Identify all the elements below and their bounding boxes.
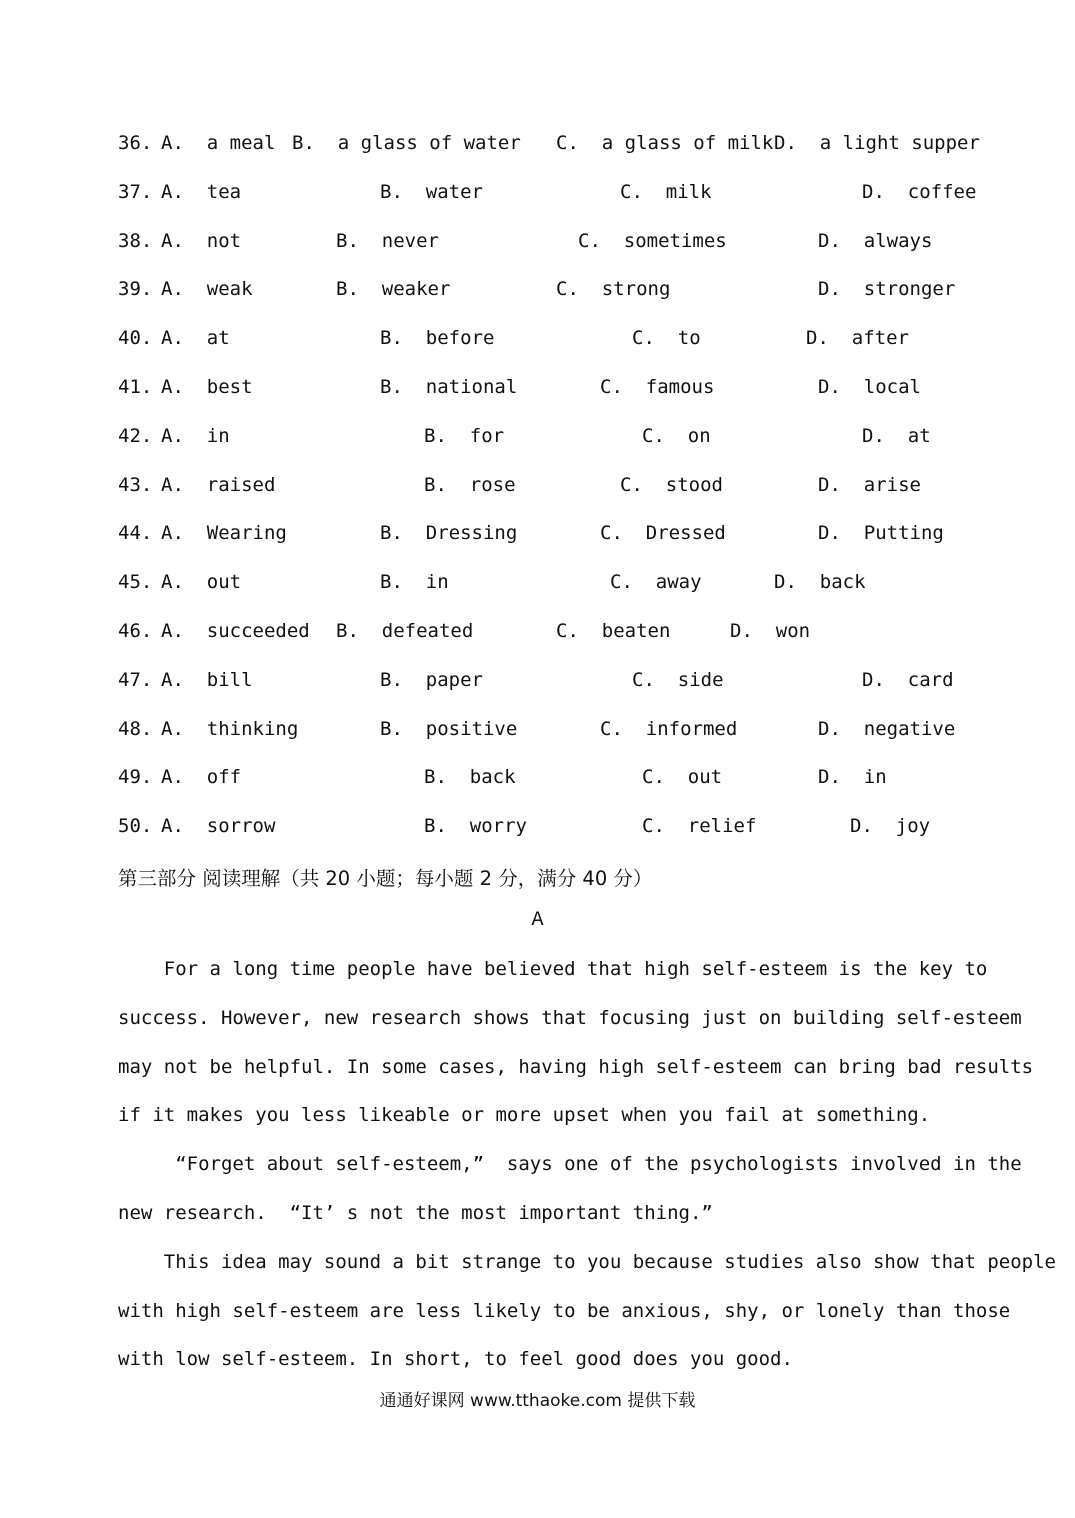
option-b: B. positive (380, 717, 518, 740)
option-d: D. in (818, 766, 887, 789)
option-c: C. beaten (556, 620, 671, 642)
question-row (0, 226, 1075, 256)
option-c: C. out (642, 766, 723, 789)
question-row (0, 128, 1075, 158)
question-row (0, 421, 1075, 451)
question-row (0, 470, 1075, 500)
question-number: 48. (118, 717, 153, 740)
option-d: D. joy (850, 815, 931, 838)
question-number: 41. (118, 376, 153, 398)
question-number: 43. (118, 473, 153, 496)
option-d: D. Putting (818, 522, 944, 545)
option-d: D. after (806, 327, 909, 350)
option-b: B. never (336, 229, 439, 252)
option-d: D. local (818, 376, 921, 398)
option-d: D. won (730, 620, 811, 642)
question-row (0, 518, 1075, 548)
option-d: D. card (862, 668, 954, 691)
question-row (0, 177, 1075, 207)
question-row (0, 811, 1075, 841)
option-b: B. for (424, 424, 505, 447)
option-c: C. Dressed (600, 522, 726, 545)
question-number: 46. (118, 620, 153, 642)
question-row (0, 665, 1075, 695)
option-d: D. a light supper (774, 132, 980, 154)
question-number: 39. (118, 278, 153, 301)
passage-line: new research. “It’ s not the most important thing.” (118, 1202, 713, 1224)
question-number: 40. (118, 327, 153, 350)
passage-line: For a long time people have believed that high self-esteem is the key to (118, 958, 988, 980)
option-b: B. weaker (336, 278, 451, 301)
option-b: B. back (424, 766, 516, 789)
option-a: A. succeeded (161, 620, 310, 642)
option-c: C. informed (600, 717, 738, 740)
option-a: A. sorrow (161, 815, 276, 838)
option-a: A. off (161, 766, 242, 789)
passage-line: with high self-esteem are less likely to be anxious, shy, or lonely than those (118, 1299, 1011, 1322)
option-a: A. in (161, 424, 230, 447)
option-c: C. on (642, 424, 711, 447)
question-row (0, 567, 1075, 597)
option-b: B. worry (424, 815, 527, 838)
option-c: C. relief (642, 815, 757, 838)
passage-line: This idea may sound a bit strange to you because studies also show that people (118, 1250, 1056, 1273)
option-a: A. raised (161, 473, 276, 496)
question-row (0, 762, 1075, 792)
footer-credit: 通通好课网 www.tthaoke.com 提供下载 (379, 1391, 696, 1411)
option-c: C. away (610, 571, 702, 594)
option-d: D. at (862, 424, 931, 447)
passage-line: if it makes you less likeable or more upset when you fail at something. (118, 1104, 931, 1127)
question-number: 49. (118, 766, 153, 789)
question-number: 50. (118, 815, 153, 838)
option-c: C. stood (620, 473, 723, 496)
option-a: A. Wearing (161, 522, 287, 545)
question-number: 37. (118, 180, 153, 203)
passage-line: may not be helpful. In some cases, having high self-esteem can bring bad results (118, 1055, 1034, 1078)
section-heading: 第三部分 阅读理解（共 20 小题；每小题 2 分，满分 40 分） (118, 867, 653, 890)
option-b: B. before (380, 327, 495, 350)
passage-letter: A (531, 909, 544, 932)
option-a: A. bill (161, 668, 253, 691)
option-d: D. stronger (818, 278, 956, 301)
option-a: A. best (161, 376, 253, 398)
passage-line: with low self-esteem. In short, to feel good does you good. (118, 1348, 793, 1371)
option-d: D. always (818, 229, 933, 252)
question-row (0, 274, 1075, 304)
option-c: C. famous (600, 376, 715, 398)
question-number: 36. (118, 132, 153, 154)
option-c: C. milk (620, 180, 712, 203)
option-a: A. out (161, 571, 242, 594)
question-number: 45. (118, 571, 153, 594)
option-d: D. coffee (862, 180, 977, 203)
option-c: C. sometimes (578, 229, 727, 252)
question-number: 44. (118, 522, 153, 545)
question-number: 38. (118, 229, 153, 252)
option-d: D. arise (818, 473, 921, 496)
question-row (0, 714, 1075, 744)
option-b: B. a glass of water (292, 132, 521, 154)
option-b: B. water (380, 180, 483, 203)
option-c: C. to (632, 327, 701, 350)
option-a: A. not (161, 229, 242, 252)
passage-line: success. However, new research shows that focusing just on building self-esteem (118, 1006, 1022, 1029)
option-c: C. a glass of milk (556, 132, 774, 154)
option-d: D. back (774, 571, 866, 594)
question-row (0, 323, 1075, 353)
option-a: A. tea (161, 180, 242, 203)
option-b: B. rose (424, 473, 516, 496)
question-number: 42. (118, 424, 153, 447)
option-a: A. a meal (161, 132, 276, 154)
option-d: D. negative (818, 717, 956, 740)
option-c: C. side (632, 668, 724, 691)
option-a: A. thinking (161, 717, 299, 740)
option-c: C. strong (556, 278, 671, 301)
option-a: A. at (161, 327, 230, 350)
question-number: 47. (118, 668, 153, 691)
question-row (0, 616, 1075, 646)
option-b: B. paper (380, 668, 483, 691)
option-b: B. Dressing (380, 522, 518, 545)
passage-line: “Forget about self-esteem,” says one of the psychologists involved in the (118, 1153, 1022, 1176)
option-b: B. defeated (336, 620, 474, 642)
option-b: B. national (380, 376, 518, 398)
option-b: B. in (380, 571, 449, 594)
question-row (0, 372, 1075, 402)
option-a: A. weak (161, 278, 253, 301)
